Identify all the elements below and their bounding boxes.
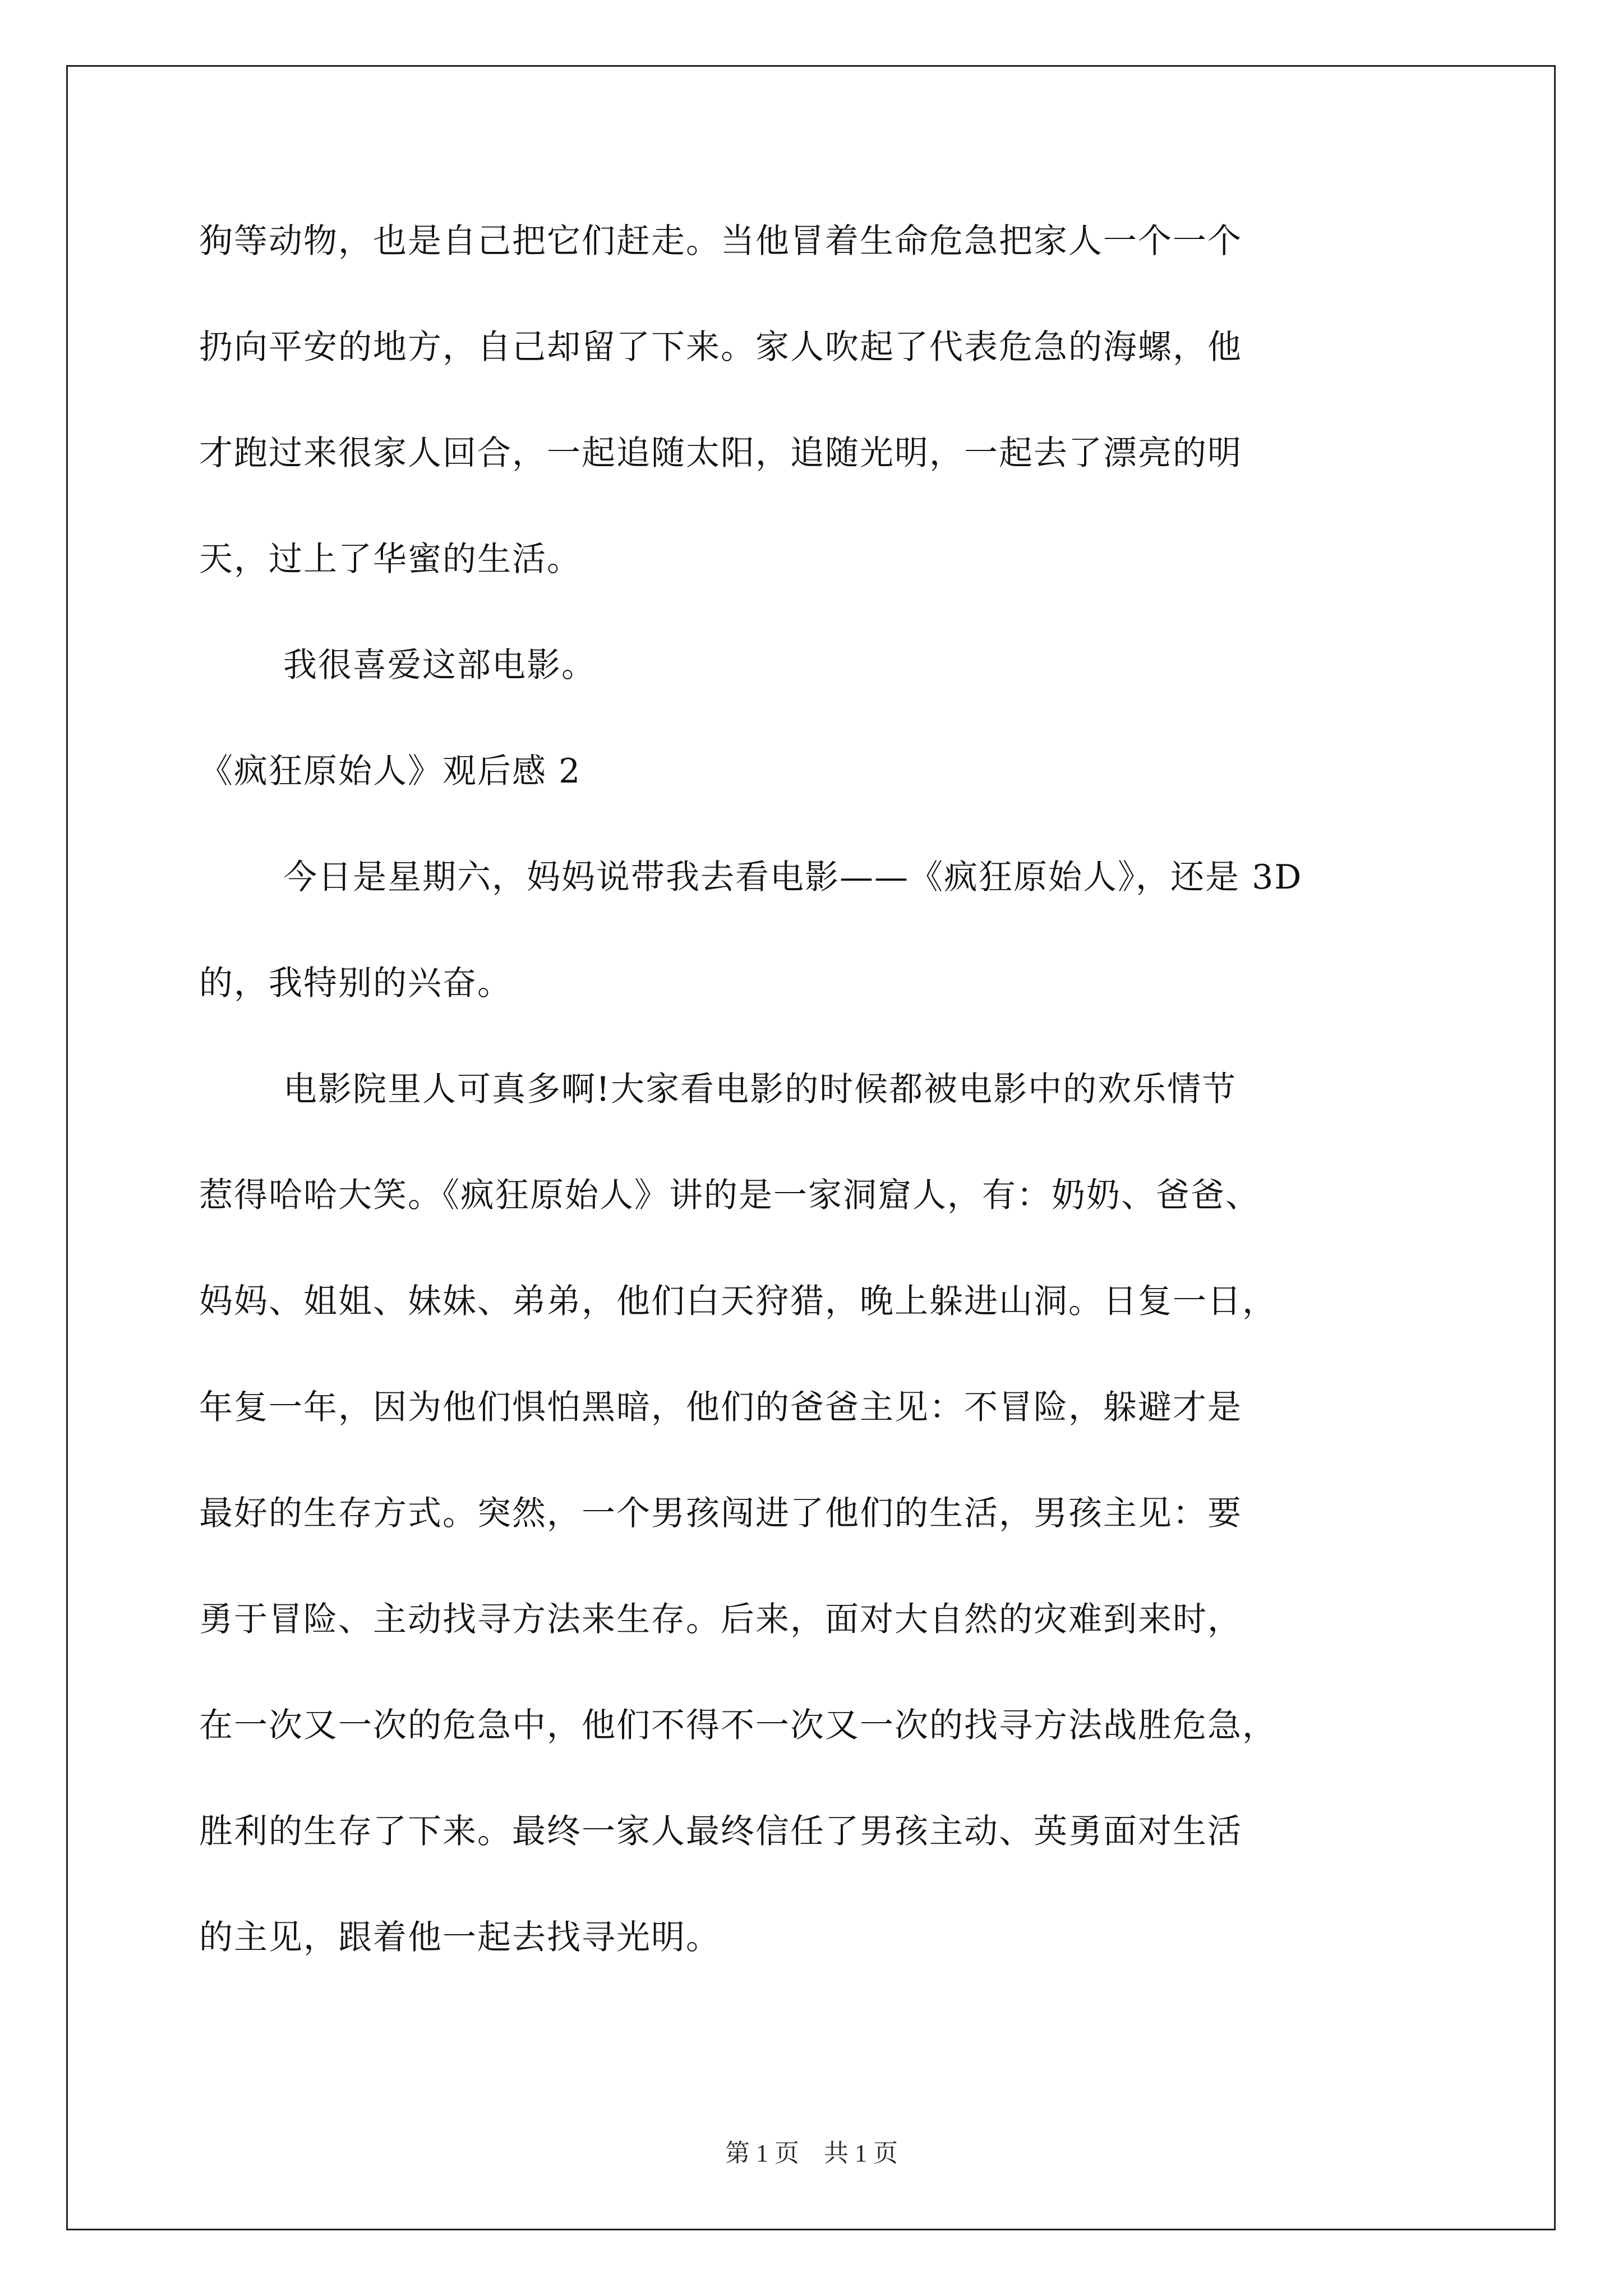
text-line-13: 最好的生存方式。突然，一个男孩闯进了他们的生活，男孩主见：要 (199, 1494, 1242, 1533)
text-line-11: 妈妈、姐姐、妹妹、弟弟，他们白天狩猎，晚上躲进山洞。日复一日， (199, 1282, 1277, 1321)
page-footer: 第 1 页 共 1 页 (725, 2139, 898, 2167)
text-line-14: 勇于冒险、主动找寻方法来生存。后来，面对大自然的灾难到来时， (199, 1600, 1242, 1639)
text-line-12: 年复一年，因为他们惧怕黑暗，他们的爸爸主见：不冒险，躲避才是 (199, 1388, 1242, 1427)
text-line-1: 狗等动物，也是自己把它们赶走。当他冒着生命危急把家人一个一个 (199, 222, 1242, 261)
text-line-5: 我很喜爱这部电影。 (283, 646, 596, 685)
text-line-2: 扔向平安的地方，自己却留了下来。家人吹起了代表危急的海螺，他 (199, 328, 1242, 367)
section-heading: 《疯狂原始人》观后感 2 (199, 752, 582, 791)
text-line-10: 惹得哈哈大笑。《疯狂原始人》讲的是一家洞窟人，有：奶奶、爸爸、 (199, 1176, 1260, 1215)
text-line-17: 的主见，跟着他一起去找寻光明。 (199, 1918, 721, 1957)
text-line-7: 今日是星期六，妈妈说带我去看电影——《疯狂原始人》，还是 3D (283, 858, 1303, 897)
document-body (199, 216, 1433, 2018)
text-line-4: 天，过上了华蜜的生活。 (199, 540, 582, 579)
text-line-3: 才跑过来很家人回合，一起追随太阳，追随光明，一起去了漂亮的明 (199, 434, 1242, 473)
text-line-16: 胜利的生存了下来。最终一家人最终信任了男孩主动、英勇面对生活 (199, 1812, 1242, 1851)
text-line-15: 在一次又一次的危急中，他们不得不一次又一次的找寻方法战胜危急， (199, 1706, 1277, 1745)
text-line-8: 的，我特别的兴奋。 (199, 964, 512, 1003)
text-line-9: 电影院里人可真多啊!大家看电影的时候都被电影中的欢乐情节 (283, 1070, 1237, 1109)
